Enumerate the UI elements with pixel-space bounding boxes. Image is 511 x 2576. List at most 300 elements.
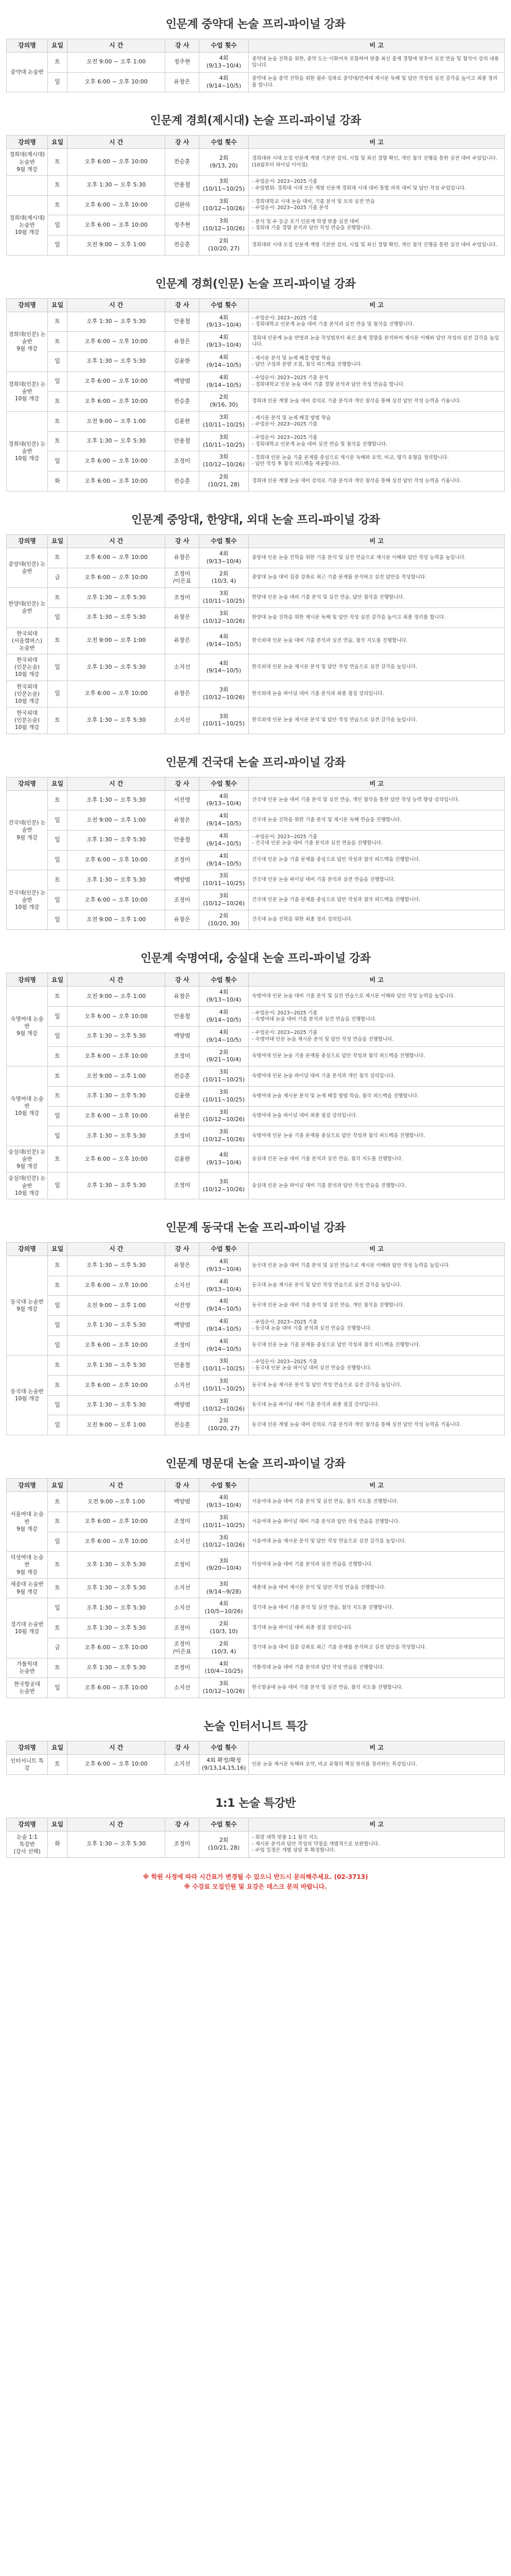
class-note: 덕성여대 논술 대비 기출 분석과 실전 연습을 진행합니다.	[249, 1552, 505, 1579]
class-time: 오후 1:30 ~ 오후 5:30	[67, 1552, 165, 1579]
table-row	[7, 1007, 505, 1027]
table-row	[7, 312, 505, 332]
teacher-name: 김윤한	[165, 1146, 199, 1173]
header-course: 강의명	[7, 298, 48, 312]
course-name: 경희대(제시대) 논술반 9월 개강	[7, 149, 48, 176]
class-note: - 제시문 분석 및 논제 해결 방법 학습 - 답안 구성과 분량 조절, 첨삭 피드백을 진행합니다.	[249, 352, 505, 372]
teacher-name: 조정미	[165, 1831, 199, 1858]
section-title: 인문계 동국대 논술 프리-파이널 강좌	[165, 1221, 346, 1234]
schedule-table	[6, 534, 505, 734]
header-teacher: 강 사	[165, 1741, 199, 1754]
class-day: 일	[48, 1678, 67, 1698]
class-day: 일	[48, 352, 67, 372]
class-time: 오후 1:30 ~ 오후 5:30	[67, 654, 165, 681]
class-time: 오후 6:00 ~ 오후 10:00	[67, 451, 165, 471]
teacher-name: 조정미	[165, 1658, 199, 1678]
class-note: 한양대 인문 논술 대비 기출 분석 및 실전 연습, 답안 첨삭을 진행합니다.	[249, 588, 505, 608]
class-sessions: 4회 (9/13~10/4)	[199, 332, 249, 352]
schedule-section	[6, 1447, 505, 1698]
class-note: 경희대 인문계 논술 반영과 논술 작성법부터 최신 출제 경향을 분석하여 제시문 이해와 답안 작성의 실전 감각을 높입니다.	[249, 332, 505, 352]
class-time: 오후 1:30 ~ 오후 5:30	[67, 707, 165, 734]
class-time: 오후 6:00 ~ 오후 10:00	[67, 1106, 165, 1126]
header-period: 수업 횟수	[199, 1818, 249, 1831]
table-row	[7, 1276, 505, 1296]
table-header-row	[7, 973, 505, 987]
section-title: 인문계 경희(제시대) 논술 프리-파이널 강좌	[150, 114, 361, 128]
section-title: 인문계 숙명여대, 숭실대 논술 프리-파이널 강좌	[140, 952, 371, 965]
section-title: 인문계 건국대 논술 프리-파이널 강좌	[165, 756, 346, 769]
header-teacher: 강 사	[165, 1242, 199, 1256]
class-day: 토	[48, 412, 67, 432]
header-teacher: 강 사	[165, 135, 199, 149]
class-time: 오후 6:00 ~ 오후 10:00	[67, 1532, 165, 1552]
table-row	[7, 1126, 505, 1146]
teacher-name: 서진영	[165, 790, 199, 810]
table-row	[7, 471, 505, 492]
teacher-name: 안용철	[165, 831, 199, 851]
table-header-row	[7, 298, 505, 312]
class-time: 오후 1:30 ~ 오후 5:30	[67, 1395, 165, 1415]
course-name: 한국외대 (인문논술) 10월 개강	[7, 707, 48, 734]
class-note: 서울여대 논술 파이널 대비 기출 분석과 답안 작성 연습을 진행합니다.	[249, 1512, 505, 1532]
class-note: 동국대 논술 파이널 대비 기출 분석과 최종 점검 강의입니다.	[249, 1395, 505, 1415]
class-time: 오후 1:30 ~ 오후 5:30	[67, 352, 165, 372]
class-day: 일	[48, 607, 67, 628]
teacher-name: 유창은	[165, 332, 199, 352]
class-day: 토	[48, 431, 67, 451]
header-note: 비 고	[249, 298, 505, 312]
class-note: - 희망 대학 맞춤 1:1 첨삭 지도 - 제시문 분석과 답안 작성의 약점을 개별적으로 보완합니다. - 수업 일정은 개별 상담 후 확정합니다.	[249, 1831, 505, 1858]
footer-line-1: ※ 학원 사정에 따라 시간표가 변경될 수 있으니 반드시 문의해주세요. (02-3713)	[143, 1873, 368, 1881]
teacher-name: 서진영	[165, 1296, 199, 1316]
teacher-name: 유창은	[165, 1106, 199, 1126]
class-note: 건국대 인문 논술 파이널 대비 기출 분석과 실전 연습을 진행합니다.	[249, 870, 505, 890]
header-day: 요일	[48, 39, 67, 53]
table-row	[7, 1106, 505, 1126]
class-time: 오전 9:00 ~ 오후 1:00	[67, 987, 165, 1007]
class-day: 일	[48, 850, 67, 870]
class-day: 일	[48, 1335, 67, 1355]
class-day: 토	[48, 1355, 67, 1376]
schedule-section	[6, 745, 505, 930]
class-sessions: 4회 (9/13~10/4)	[199, 987, 249, 1007]
header-time: 시 간	[67, 777, 165, 790]
class-note: 동국대 논술 제시문 분석 및 답안 작성 연습으로 실전 감각을 높입니다.	[249, 1276, 505, 1296]
class-day: 일	[48, 910, 67, 930]
table-header-row	[7, 534, 505, 548]
class-sessions: 4회 (9/14~10/5)	[199, 352, 249, 372]
teacher-name: 소지선	[165, 1578, 199, 1598]
header-time: 시 간	[67, 39, 165, 53]
class-day: 일	[48, 1296, 67, 1316]
class-sessions: 3회 (10/12~10/26)	[199, 681, 249, 707]
class-time: 오후 6:00 ~ 오후 10:00	[67, 1678, 165, 1698]
class-sessions: 3회 (9/14~9/28)	[199, 1578, 249, 1598]
class-sessions: 3회 (10/12~10/26)	[199, 1173, 249, 1199]
teacher-name: 조정미	[165, 1335, 199, 1355]
class-note: 중약대 논술 진학을 위한, 중약 도는 이화여자 포함하여 맞춤 최신 출제 경향에 맞추어 실전 연습 및 첨삭이 강의 내용입니다.	[249, 53, 505, 73]
footer-notice	[6, 1869, 505, 1891]
class-day: 토	[48, 1376, 67, 1396]
class-time: 오후 6:00 ~ 오후 10:00	[67, 1146, 165, 1173]
class-day: 일	[48, 890, 67, 910]
class-sessions: 4회 (9/13~10/4)	[199, 548, 249, 568]
class-time: 오후 6:00 ~ 오후 10:00	[67, 471, 165, 492]
course-name: 동국대 논술반 9월 개강	[7, 1256, 48, 1355]
class-note: 중앙대 논술 대비 집중 강좌로 최근 기출 문제를 분석하고 실전 답안을 작성합니다.	[249, 568, 505, 588]
class-time: 오전 9:00 ~ 오후 1:00	[67, 1415, 165, 1435]
class-time: 오전 9:00 ~ 오후 1:00	[67, 235, 165, 255]
class-note: 한국외대 인문 논술 제시문 분석 및 답안 작성 연습으로 실전 감각을 높입니다.	[249, 654, 505, 681]
class-note: 한국항공대 논술 대비 기출 분석 및 실전 연습, 첨삭 지도를 진행합니다.	[249, 1678, 505, 1698]
teacher-name: 조정미 /이은표	[165, 1638, 199, 1658]
teacher-name: 조정미	[165, 451, 199, 471]
class-day: 일	[48, 1126, 67, 1146]
teacher-name: 백양범	[165, 1316, 199, 1336]
class-time: 오후 1:30 ~ 오후 5:30	[67, 1578, 165, 1598]
schedule-section	[6, 1709, 505, 1775]
table-row	[7, 431, 505, 451]
class-note: 숙명여대 인문 논술 파이널 대비 기출 분석과 개인 첨삭 강의입니다.	[249, 1066, 505, 1087]
class-sessions: 4회 (9/14~10/5)	[199, 1026, 249, 1046]
class-note: 건국대 논술 진학을 위한 최종 정리 강의입니다.	[249, 910, 505, 930]
table-row	[7, 607, 505, 628]
table-row	[7, 987, 505, 1007]
course-name: 건국대(인문) 논술반 10월 개강	[7, 870, 48, 930]
schedule-section	[6, 1211, 505, 1435]
class-sessions: 2회 (10/21, 28)	[199, 1831, 249, 1858]
class-sessions: 2회 (9/21~10/4)	[199, 1046, 249, 1066]
class-day: 화	[48, 471, 67, 492]
class-note: 건국대 논술 진학을 위한 기출 분석 및 제시문 독해 연습을 진행합니다.	[249, 810, 505, 831]
teacher-name: 유창은	[165, 607, 199, 628]
header-day: 요일	[48, 135, 67, 149]
class-day: 토	[48, 628, 67, 654]
class-day: 일	[48, 215, 67, 235]
class-sessions: 4회 (9/14~10/5)	[199, 628, 249, 654]
class-time: 오후 1:30 ~ 오후 5:30	[67, 1316, 165, 1336]
table-row	[7, 451, 505, 471]
class-note: 경희대와 시대 모집 인문계 계열 기본반 강의, 시험 및 최신 경향 확인, 개인 첨삭 진행을 통한 실전 대비 수업입니다. (10월부터 파이널 이어짐)	[249, 149, 505, 176]
class-sessions: 4회 (9/13~10/4)	[199, 1492, 249, 1512]
header-note: 비 고	[249, 1242, 505, 1256]
table-row	[7, 790, 505, 810]
class-day: 토	[48, 1618, 67, 1638]
class-day: 일	[48, 681, 67, 707]
class-day: 토	[48, 790, 67, 810]
class-time: 오전 9:00 ~ 오후 1:00	[67, 910, 165, 930]
class-note: 숙명여대 인문 논술 대비 기출 분석 및 실전 연습으로 제시문 이해와 답안 작성 능력을 높입니다.	[249, 987, 505, 1007]
teacher-name: 안용철	[165, 1007, 199, 1027]
teacher-name: 전승훈	[165, 235, 199, 255]
header-teacher: 강 사	[165, 1818, 199, 1831]
course-name: 경희대(인문) 논술반 10월 개강	[7, 412, 48, 492]
class-sessions: 4회 (9/13~10/4)	[199, 790, 249, 810]
teacher-name: 조정미	[165, 1126, 199, 1146]
header-period: 수업 횟수	[199, 135, 249, 149]
class-day: 일	[48, 1395, 67, 1415]
class-note: - 수업순서: 2023~2025 기출 - 경희대학교 인문계 논술 대비 실전 연습 및 첨삭을 진행합니다.	[249, 431, 505, 451]
header-period: 수업 횟수	[199, 1242, 249, 1256]
schedule-table	[6, 973, 505, 1199]
table-row	[7, 1086, 505, 1106]
class-day: 토	[48, 332, 67, 352]
table-row	[7, 850, 505, 870]
class-time: 오후 1:30 ~ 오후 5:30	[67, 1126, 165, 1146]
class-note: 건국대 인문 논술 대비 기출 분석 및 실전 연습, 개인 첨삭을 통한 답안 작성 능력 향상 강의입니다.	[249, 790, 505, 810]
class-day: 토	[48, 312, 67, 332]
teacher-name: 조정미	[165, 1512, 199, 1532]
teacher-name: 김윤한	[165, 352, 199, 372]
class-sessions: 3회 (9/20~10/4)	[199, 1552, 249, 1579]
table-row	[7, 1512, 505, 1532]
class-day: 토	[48, 1146, 67, 1173]
class-time: 오후 6:00 ~ 오후 10:00	[67, 568, 165, 588]
class-sessions: 3회 (10/11~10/25)	[199, 412, 249, 432]
class-sessions: 3회 (10/12~10/26)	[199, 1395, 249, 1415]
class-time: 오후 1:30 ~ 오후 5:30	[67, 831, 165, 851]
teacher-name: 조정미 /이은표	[165, 568, 199, 588]
header-teacher: 강 사	[165, 39, 199, 53]
class-sessions: 4회 (9/14~10/5)	[199, 72, 249, 92]
teacher-name: 전승훈	[165, 471, 199, 492]
header-course: 강의명	[7, 135, 48, 149]
class-day: 토	[48, 1256, 67, 1276]
header-time: 시 간	[67, 135, 165, 149]
header-course: 강의명	[7, 1242, 48, 1256]
header-teacher: 강 사	[165, 777, 199, 790]
class-sessions: 4회 (9/14~10/5)	[199, 1007, 249, 1027]
course-name: 중앙대(인문) 논술반	[7, 548, 48, 587]
class-sessions: 3회 (10/11~10/25)	[199, 870, 249, 890]
class-sessions: 4회 (9/14~10/5)	[199, 1335, 249, 1355]
table-row	[7, 810, 505, 831]
class-day: 토	[48, 707, 67, 734]
class-note: - 수업순서: 2023~2025 기출 - 건국대 인문 논술 대비 기출 분석과 실전 연습을 진행합니다.	[249, 831, 505, 851]
table-row	[7, 1026, 505, 1046]
class-sessions: 2회 (10/20, 30)	[199, 910, 249, 930]
class-time: 오전 9:00 ~오후 1:00	[67, 1492, 165, 1512]
class-sessions: 3회 (10/12~10/26)	[199, 1106, 249, 1126]
header-time: 시 간	[67, 534, 165, 548]
course-name: 한국항공대 논술반	[7, 1678, 48, 1698]
header-note: 비 고	[249, 39, 505, 53]
class-sessions: 3회 (10/12~10/26)	[199, 607, 249, 628]
class-sessions: 4회 (9/14~10/5)	[199, 371, 249, 392]
class-note: 경희대와 시대 모집 인문계 계열 기본반 강의, 시험 및 최신 경향 확인, 개인 첨삭 진행을 통한 실전 대비 수업입니다.	[249, 235, 505, 255]
table-row	[7, 1335, 505, 1355]
header-time: 시 간	[67, 1242, 165, 1256]
table-header-row	[7, 1818, 505, 1831]
teacher-name: 조정미	[165, 1173, 199, 1199]
table-row	[7, 352, 505, 372]
header-day: 요일	[48, 1242, 67, 1256]
class-day: 토	[48, 1512, 67, 1532]
class-day: 일	[48, 654, 67, 681]
class-day: 토	[48, 149, 67, 176]
teacher-name: 조정미	[165, 1618, 199, 1638]
class-day: 일	[48, 1598, 67, 1618]
class-sessions: 4회 (9/13~10/4)	[199, 53, 249, 73]
header-day: 요일	[48, 298, 67, 312]
table-header-row	[7, 1242, 505, 1256]
teacher-name: 소지선	[165, 707, 199, 734]
header-time: 시 간	[67, 1818, 165, 1831]
table-header-row	[7, 1479, 505, 1492]
table-row	[7, 1395, 505, 1415]
class-note: 가톨릭대 논술 대비 기출 분석과 답안 작성 연습을 진행합니다.	[249, 1658, 505, 1678]
header-course: 강의명	[7, 1818, 48, 1831]
class-day: 토	[48, 1086, 67, 1106]
class-time: 오전 9:00 ~ 오후 1:00	[67, 53, 165, 73]
teacher-name: 정주현	[165, 53, 199, 73]
class-time: 오후 1:30 ~ 오후 5:30	[67, 1618, 165, 1638]
class-time: 오후 6:00 ~ 오후 10:00	[67, 1046, 165, 1066]
table-row	[7, 53, 505, 73]
class-sessions: 4회 (9/13~10/4)	[199, 1146, 249, 1173]
class-time: 오후 1:30 ~ 오후 5:30	[67, 175, 165, 195]
class-day: 금	[48, 1638, 67, 1658]
class-note: 건국대 인문 논술 기출 문제를 중심으로 답안 작성과 첨삭 피드백을 진행합니다.	[249, 850, 505, 870]
teacher-name: 조정미	[165, 1552, 199, 1579]
header-time: 시 간	[67, 298, 165, 312]
table-row	[7, 332, 505, 352]
course-name: 가톨릭대 논술반	[7, 1658, 48, 1678]
table-row	[7, 175, 505, 195]
teacher-name: 백양범	[165, 1395, 199, 1415]
class-time: 오후 6:00 ~ 오후 10:00	[67, 215, 165, 235]
class-note: 중앙대 인문 논술 진학을 위한 기출 분석 및 실전 연습으로 제시문 이해와 답안 작성 능력을 높입니다.	[249, 548, 505, 568]
header-day: 요일	[48, 1818, 67, 1831]
table-row	[7, 371, 505, 392]
class-sessions: 3회 (10/12~10/26)	[199, 1126, 249, 1146]
class-time: 오후 6:00 ~ 오후 10:00	[67, 1376, 165, 1396]
course-name: 숙명여대 논술반 9월 개강	[7, 987, 48, 1066]
teacher-name: 소지선	[165, 1678, 199, 1698]
header-course: 강의명	[7, 973, 48, 987]
table-row	[7, 910, 505, 930]
class-sessions: 4회 (9/13~10/4)	[199, 1256, 249, 1276]
header-period: 수업 횟수	[199, 534, 249, 548]
teacher-name: 조정미	[165, 890, 199, 910]
class-time: 오후 6:00 ~ 오후 10:00	[67, 850, 165, 870]
table-row	[7, 1658, 505, 1678]
table-row	[7, 1296, 505, 1316]
class-note: 경희대 인문 계열 논술 대비 강의로 기출 분석과 개인 첨삭을 통해 실전 답안 작성 능력을 키웁니다.	[249, 471, 505, 492]
class-day: 토	[48, 1492, 67, 1512]
class-time: 오후 1:30 ~ 오후 5:30	[67, 1355, 165, 1376]
header-day: 요일	[48, 973, 67, 987]
table-row	[7, 1256, 505, 1276]
class-time: 오후 1:30 ~ 오후 5:30	[67, 1086, 165, 1106]
teacher-name: 유창은	[165, 910, 199, 930]
class-day: 일	[48, 1173, 67, 1199]
header-day: 요일	[48, 534, 67, 548]
class-sessions: 3회 (10/11~10/25)	[199, 1512, 249, 1532]
header-note: 비 고	[249, 1479, 505, 1492]
class-time: 오전 9:00 ~ 오후 1:00	[67, 628, 165, 654]
class-sessions: 2회 (10/3, 4)	[199, 568, 249, 588]
section-title: 논술 인터서니트 특강	[203, 1720, 308, 1733]
class-sessions: 3회 (10/11~10/25)	[199, 431, 249, 451]
table-row	[7, 681, 505, 707]
table-row	[7, 1415, 505, 1435]
footer-line-2: ※ 수강료 모집인원 및 요강은 데스크 문의 바랍니다.	[184, 1883, 327, 1890]
table-row	[7, 654, 505, 681]
class-time: 오후 1:30 ~ 오후 5:30	[67, 1598, 165, 1618]
class-note: - 수업순서: 2023~2025 기출 - 수업범위: 경희대 시대 모든 계열 인문계 경희대 시대 대비 통합 과목 대비 및 답안 작성 수업입니다.	[249, 175, 505, 195]
class-note: 경기대 논술 대비 기출 분석 및 실전 연습, 첨삭 지도를 진행합니다.	[249, 1598, 505, 1618]
table-row	[7, 1578, 505, 1598]
header-note: 비 고	[249, 777, 505, 790]
course-name: 경기대 논술반 10월 개강	[7, 1598, 48, 1658]
class-note: - 수업순서: 2023~2025 기출 - 숙명여대 인문 논술 제시문 분석 및 답안 작성 연습을 진행합니다.	[249, 1026, 505, 1046]
class-sessions: 3회 (10/11~10/25)	[199, 588, 249, 608]
course-name: 한국외대 (서울캠퍼스) 논술반	[7, 628, 48, 654]
header-note: 비 고	[249, 973, 505, 987]
class-time: 오전 9:00 ~ 오후 1:00	[67, 810, 165, 831]
table-row	[7, 1046, 505, 1066]
class-note: - 분석 및 수 등급 포기 인문계 학생 맞춤 실전 대비 - 경희대 기출 경향 분석과 답안 작성 연습을 진행합니다.	[249, 215, 505, 235]
class-note: - 수업순서: 2023~2025 기출 - 동국대 논술 대비 기출 분석과 실전 연습을 진행합니다.	[249, 1316, 505, 1336]
class-time: 오후 6:00 ~ 오후 10:00	[67, 1007, 165, 1027]
teacher-name: 전승훈	[165, 392, 199, 412]
class-time: 오후 6:00 ~ 오후 10:00	[67, 1638, 165, 1658]
class-time: 오후 1:30 ~ 오후 5:30	[67, 1173, 165, 1199]
teacher-name: 안용철	[165, 312, 199, 332]
class-sessions: 3회 (10/12~10/26)	[199, 1532, 249, 1552]
header-note: 비 고	[249, 135, 505, 149]
class-time: 오전 9:00 ~ 오후 1:00	[67, 1066, 165, 1087]
class-day: 토	[48, 392, 67, 412]
class-sessions: 3회 (10/11~10/25)	[199, 175, 249, 195]
schedule-table	[6, 1478, 505, 1698]
course-name: 경희대(제시대) 논술반 10월 개강	[7, 195, 48, 255]
teacher-name: 유창은	[165, 1256, 199, 1276]
table-row	[7, 568, 505, 588]
class-time: 오후 1:30 ~ 오후 5:30	[67, 607, 165, 628]
class-day: 토	[48, 987, 67, 1007]
class-day: 일	[48, 371, 67, 392]
header-course: 강의명	[7, 534, 48, 548]
teacher-name: 조정미	[165, 850, 199, 870]
schedule-table	[6, 1741, 505, 1775]
class-time: 오후 6:00 ~ 오후 10:00	[67, 1276, 165, 1296]
class-sessions: 4회 (9/14~10/5)	[199, 1296, 249, 1316]
class-sessions: 2회 (10/3, 10)	[199, 1618, 249, 1638]
header-period: 수업 횟수	[199, 1479, 249, 1492]
class-time: 오후 6:00 ~ 오후 10:00	[67, 392, 165, 412]
table-row	[7, 1492, 505, 1512]
class-day: 토	[48, 1754, 67, 1774]
teacher-name: 유창은	[165, 72, 199, 92]
header-note: 비 고	[249, 1818, 505, 1831]
table-row	[7, 1173, 505, 1199]
header-period: 수업 횟수	[199, 39, 249, 53]
class-day: 토	[48, 1276, 67, 1296]
table-header-row	[7, 135, 505, 149]
class-note: 숭실대 인문 논술 대비 기출 분석과 실전 연습, 첨삭 지도를 진행합니다.	[249, 1146, 505, 1173]
teacher-name: 전승훈	[165, 1415, 199, 1435]
class-sessions: 3회 (10/12~10/26)	[199, 195, 249, 215]
table-row	[7, 1355, 505, 1376]
class-note: 경기대 논술 파이널 대비 최종 점검 강의입니다.	[249, 1618, 505, 1638]
course-name: 덕성여대 논술반 9월 개강	[7, 1552, 48, 1579]
section-title: 인문계 중앙대, 한양대, 외대 논술 프리-파이널 강좌	[131, 513, 380, 527]
class-time: 오후 1:30 ~ 오후 5:30	[67, 870, 165, 890]
header-time: 시 간	[67, 1741, 165, 1754]
class-time: 오후 6:00 ~ 오후 10:00	[67, 195, 165, 215]
